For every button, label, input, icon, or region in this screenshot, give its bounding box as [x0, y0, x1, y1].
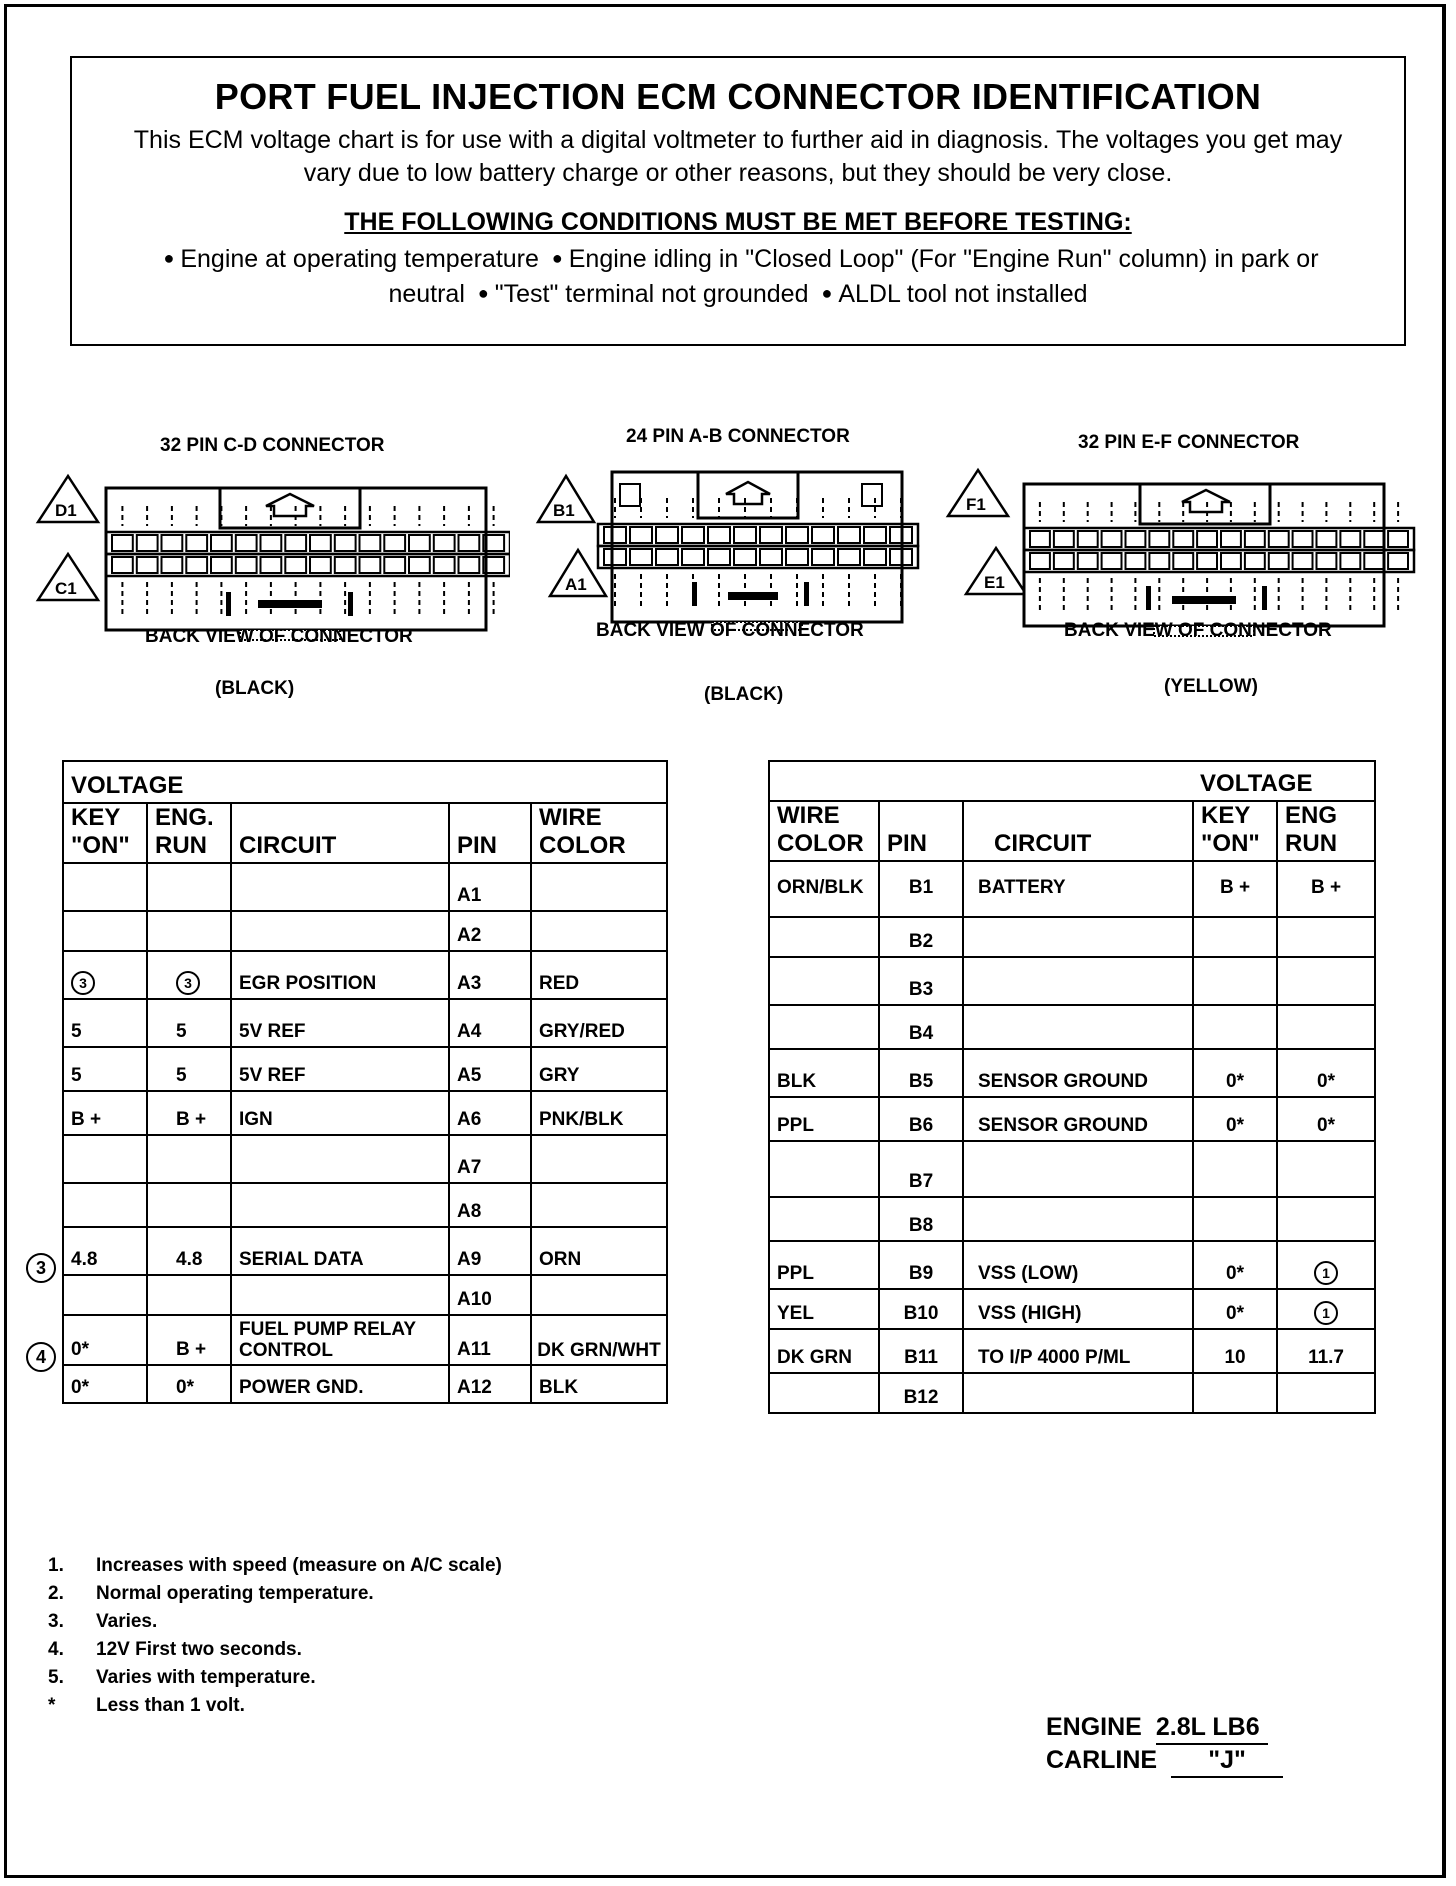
table-row [63, 1275, 667, 1315]
circuit-cell: POWER GND. [231, 1365, 449, 1403]
rib-right [1262, 586, 1267, 610]
pin-cell: B1 [879, 861, 963, 917]
pin-cell: A2 [449, 911, 531, 951]
pin-cell: A6 [449, 1091, 531, 1135]
footnote-item [48, 1664, 502, 1692]
circuit-cell: FUEL PUMP RELAY CONTROL [231, 1315, 449, 1365]
footnote-text: Increases with speed (measure on A/C scale) [96, 1555, 502, 1576]
pin-cell: B4 [879, 1005, 963, 1049]
wire-color-cell [531, 1135, 667, 1183]
condition-item: Engine idling in "Closed Loop" (For "Engine Run" column) in park or neutral [388, 245, 1319, 308]
circuit-cell: IGN [231, 1091, 449, 1135]
side-note-4: 4 [26, 1342, 56, 1372]
wire-color-cell [769, 1373, 879, 1413]
wire-color-cell: GRY [531, 1047, 667, 1091]
circuit-cell [231, 863, 449, 911]
condition-item: ALDL tool not installed [838, 280, 1088, 308]
pin-cell: A5 [449, 1047, 531, 1091]
connector-cd [30, 430, 510, 710]
pin-label-top: B1 [553, 501, 575, 520]
eng-run-cell [1277, 957, 1375, 1005]
carline-label: CARLINE [1046, 1746, 1158, 1774]
table-row [769, 861, 1375, 917]
col-key-on: KEY "ON" [1193, 801, 1277, 861]
circuit-cell [963, 1141, 1193, 1197]
circuit-cell: VSS (HIGH) [963, 1289, 1193, 1329]
pin-cell: A8 [449, 1183, 531, 1227]
key-on-cell: 4.8 [63, 1227, 147, 1275]
circuit-cell: EGR POSITION [231, 951, 449, 999]
eng-run-cell: 0* [147, 1365, 231, 1403]
bullet-icon: ● [163, 248, 175, 268]
pin-label-bottom: C1 [55, 579, 77, 598]
table-row [63, 1227, 667, 1275]
eng-run-cell [147, 1183, 231, 1227]
wire-color-cell: GRY/RED [531, 999, 667, 1047]
key-on-cell [1193, 917, 1277, 957]
eng-run-cell [1277, 1241, 1375, 1289]
pin-cell: A11 [449, 1315, 531, 1365]
eng-run-cell [147, 951, 231, 999]
wire-color-cell [531, 863, 667, 911]
key-on-cell [63, 1135, 147, 1183]
eng-run-cell: 0* [1277, 1097, 1375, 1141]
condition-item: Engine at operating temperature [180, 245, 539, 273]
pin-cell: B8 [879, 1197, 963, 1241]
connector-title: 24 PIN A-B CONNECTOR [626, 426, 850, 447]
table-row [63, 911, 667, 951]
rib-left [226, 592, 231, 616]
eng-run-cell [147, 1135, 231, 1183]
table-row [769, 1197, 1375, 1241]
circuit-cell [231, 911, 449, 951]
wire-color-cell: PPL [769, 1241, 879, 1289]
footnote-number: 2. [48, 1583, 64, 1604]
key-on-cell: 5 [63, 999, 147, 1047]
side-note-3: 3 [26, 1253, 56, 1283]
connector-color: (YELLOW) [1164, 676, 1258, 697]
footnote-item [48, 1608, 502, 1636]
connector-title: 32 PIN C-D CONNECTOR [160, 435, 385, 456]
bullet-icon: ● [477, 283, 489, 303]
connector-ab [532, 420, 932, 710]
pin-cell: B6 [879, 1097, 963, 1141]
table-row [63, 1091, 667, 1135]
key-on-cell [63, 911, 147, 951]
pin-cell: A12 [449, 1365, 531, 1403]
table-row [63, 999, 667, 1047]
back-view-label: BACK VIEW OF CONNECTOR [596, 620, 864, 641]
footnote-item [48, 1692, 502, 1720]
table-row [63, 1183, 667, 1227]
table-row [769, 917, 1375, 957]
eng-run-cell [147, 911, 231, 951]
eng-run-cell: 0* [1277, 1049, 1375, 1097]
wire-color-cell: PPL [769, 1097, 879, 1141]
col-pin: PIN [879, 801, 963, 861]
circuit-cell: SENSOR GROUND [963, 1049, 1193, 1097]
circuit-cell [963, 1197, 1193, 1241]
voltage-header-spacer [769, 761, 1193, 801]
pin-cell: B9 [879, 1241, 963, 1289]
footnote-item [48, 1580, 502, 1608]
left-table-body [63, 863, 667, 1403]
eng-run-cell: 11.7 [1277, 1329, 1375, 1373]
bullet-icon: ● [821, 283, 833, 303]
table-row [769, 1373, 1375, 1413]
footnote-number: 3. [48, 1611, 64, 1632]
key-on-cell: 0* [1193, 1241, 1277, 1289]
carline-value: "J" [1171, 1745, 1283, 1778]
wire-color-cell: BLK [531, 1365, 667, 1403]
circuit-cell [231, 1275, 449, 1315]
key-on-cell: 10 [1193, 1329, 1277, 1373]
col-eng-run: ENG. RUN [147, 803, 231, 863]
wire-color-cell: ORN/BLK [769, 861, 879, 917]
circuit-cell [231, 1183, 449, 1227]
key-on-cell: 0* [63, 1315, 147, 1365]
engine-value: 2.8L LB6 [1156, 1712, 1268, 1745]
wire-color-cell [531, 1183, 667, 1227]
key-on-cell [1193, 1141, 1277, 1197]
right-table-body [769, 861, 1375, 1413]
circuit-cell [963, 1373, 1193, 1413]
key-on-cell [1193, 957, 1277, 1005]
wire-color-cell [769, 917, 879, 957]
pin-cell: A7 [449, 1135, 531, 1183]
circuit-cell [963, 1005, 1193, 1049]
pin-cell: B12 [879, 1373, 963, 1413]
wire-color-cell [769, 957, 879, 1005]
carline-line [1046, 1745, 1283, 1778]
eng-run-cell [147, 863, 231, 911]
table-row [63, 1135, 667, 1183]
circuit-cell: SERIAL DATA [231, 1227, 449, 1275]
eng-run-cell [147, 1275, 231, 1315]
footnote-number: * [48, 1695, 56, 1716]
table-row [63, 1365, 667, 1403]
col-wire-color: WIRE COLOR [531, 803, 667, 863]
pin-cell: B10 [879, 1289, 963, 1329]
wire-color-cell [531, 911, 667, 951]
pin-cell: A1 [449, 863, 531, 911]
pin-label-top: F1 [966, 495, 986, 514]
back-view-label: BACK VIEW OF CONNECTOR [1064, 620, 1332, 641]
wire-color-cell [531, 1275, 667, 1315]
key-on-cell [1193, 1373, 1277, 1413]
note-reference-icon: 3 [176, 971, 200, 995]
key-on-cell [63, 951, 147, 999]
header-box [70, 56, 1406, 346]
wire-color-cell: DK GRN/WHT [531, 1315, 667, 1365]
table-row [63, 951, 667, 999]
key-on-cell: 0* [63, 1365, 147, 1403]
table-row [769, 1329, 1375, 1373]
circuit-cell: BATTERY [963, 861, 1193, 917]
polarizing-key [1172, 596, 1236, 604]
wire-color-cell: YEL [769, 1289, 879, 1329]
eng-run-cell: 5 [147, 1047, 231, 1091]
key-on-cell [63, 1275, 147, 1315]
col-eng-run: ENG RUN [1277, 801, 1375, 861]
eng-run-cell: B + [1277, 861, 1375, 917]
key-on-cell: 0* [1193, 1097, 1277, 1141]
eng-run-cell [1277, 1197, 1375, 1241]
engine-line [1046, 1712, 1283, 1745]
pin-label-bottom: E1 [984, 573, 1005, 592]
col-wire-color: WIRE COLOR [769, 801, 879, 861]
right-voltage-table [768, 760, 1376, 1414]
footnote-number: 4. [48, 1639, 64, 1660]
key-on-cell [1193, 1197, 1277, 1241]
pin-cavity [1388, 553, 1408, 569]
wire-color-cell [769, 1197, 879, 1241]
note-reference-icon: 1 [1314, 1261, 1338, 1285]
connector-title: 32 PIN E-F CONNECTOR [1078, 432, 1300, 453]
wire-color-cell [769, 1141, 879, 1197]
page-title: PORT FUEL INJECTION ECM CONNECTOR IDENTIFICATION [214, 76, 1262, 117]
condition-item: "Test" terminal not grounded [494, 280, 809, 308]
key-on-cell [63, 863, 147, 911]
eng-run-cell: B + [147, 1315, 231, 1365]
polarizing-key [728, 592, 778, 600]
pin-cell: A10 [449, 1275, 531, 1315]
table-row [769, 957, 1375, 1005]
pin-cell: A4 [449, 999, 531, 1047]
circuit-cell [963, 957, 1193, 1005]
connector-color: (BLACK) [215, 678, 295, 699]
engine-info [1046, 1712, 1283, 1778]
eng-run-cell [1277, 1005, 1375, 1049]
table-row [63, 1047, 667, 1091]
table-row [63, 1315, 667, 1365]
footnote-item [48, 1552, 502, 1580]
conditions-title: THE FOLLOWING CONDITIONS MUST BE MET BEFORE TESTING: [344, 208, 1132, 236]
eng-run-cell: 5 [147, 999, 231, 1047]
pin-label-top: D1 [55, 501, 77, 520]
col-pin: PIN [449, 803, 531, 863]
left-voltage-table [62, 760, 668, 1404]
intro-text: This ECM voltage chart is for use with a digital voltmeter to further aid in diagnosis. The voltages you get may vary due to low battery charge or other reasons, but they should be very close. [133, 126, 1343, 187]
note-reference-icon: 3 [71, 971, 95, 995]
wire-color-cell: DK GRN [769, 1329, 879, 1373]
rib-left [692, 582, 697, 606]
footnote-text: Normal operating temperature. [96, 1583, 374, 1604]
key-on-cell: B + [1193, 861, 1277, 917]
eng-run-cell [1277, 917, 1375, 957]
footnote-number: 1. [48, 1555, 64, 1576]
wire-color-cell: BLK [769, 1049, 879, 1097]
pin-cell: B3 [879, 957, 963, 1005]
key-on-cell: 0* [1193, 1049, 1277, 1097]
circuit-cell: 5V REF [231, 999, 449, 1047]
footnote-number: 5. [48, 1667, 64, 1688]
wire-color-cell: ORN [531, 1227, 667, 1275]
pin-cell: A9 [449, 1227, 531, 1275]
table-row [769, 1049, 1375, 1097]
bullet-icon: ● [551, 248, 563, 268]
pin-cell: B11 [879, 1329, 963, 1373]
key-on-cell: B + [63, 1091, 147, 1135]
eng-run-cell [1277, 1141, 1375, 1197]
rib-right [804, 582, 809, 606]
wire-color-cell [769, 1005, 879, 1049]
pin-cell: A3 [449, 951, 531, 999]
footnote-text: Less than 1 volt. [96, 1695, 245, 1716]
pin-cell: B7 [879, 1141, 963, 1197]
circuit-cell: TO I/P 4000 P/ML [963, 1329, 1193, 1373]
table-row [63, 863, 667, 911]
connector-color: (BLACK) [704, 684, 784, 705]
circuit-cell [231, 1135, 449, 1183]
table-row [769, 1241, 1375, 1289]
circuit-cell: 5V REF [231, 1047, 449, 1091]
footnotes [48, 1552, 502, 1720]
connector-ef [940, 428, 1420, 708]
footnote-text: Varies with temperature. [96, 1667, 316, 1688]
circuit-cell: SENSOR GROUND [963, 1097, 1193, 1141]
pin-label-bottom: A1 [565, 575, 587, 594]
footnote-item [48, 1636, 502, 1664]
col-circuit: CIRCUIT [963, 801, 1193, 861]
eng-run-cell: B + [147, 1091, 231, 1135]
footnote-text: Varies. [96, 1611, 158, 1632]
key-on-cell: 5 [63, 1047, 147, 1091]
eng-run-cell [1277, 1289, 1375, 1329]
rib-right [348, 592, 353, 616]
eng-run-cell [1277, 1373, 1375, 1413]
pin-cell: B2 [879, 917, 963, 957]
pin-cell: B5 [879, 1049, 963, 1097]
col-circuit: CIRCUIT [231, 803, 449, 863]
voltage-header: VOLTAGE [63, 761, 667, 803]
table-row [769, 1141, 1375, 1197]
engine-label: ENGINE [1046, 1713, 1142, 1741]
table-row [769, 1005, 1375, 1049]
wire-color-cell: RED [531, 951, 667, 999]
circuit-cell: VSS (LOW) [963, 1241, 1193, 1289]
key-on-cell [1193, 1005, 1277, 1049]
footnote-text: 12V First two seconds. [96, 1639, 302, 1660]
pin-cavity [1388, 531, 1408, 547]
circuit-cell [963, 917, 1193, 957]
note-reference-icon: 1 [1314, 1301, 1338, 1325]
key-on-cell [63, 1183, 147, 1227]
eng-run-cell: 4.8 [147, 1227, 231, 1275]
conditions-list [122, 243, 1354, 313]
rib-left [1146, 586, 1151, 610]
key-on-cell: 0* [1193, 1289, 1277, 1329]
back-view-label: BACK VIEW OF CONNECTOR [145, 626, 413, 647]
wire-color-cell: PNK/BLK [531, 1091, 667, 1135]
voltage-header: VOLTAGE [1193, 761, 1375, 801]
col-key-on: KEY "ON" [63, 803, 147, 863]
table-row [769, 1097, 1375, 1141]
table-row [769, 1289, 1375, 1329]
polarizing-key [258, 600, 322, 608]
